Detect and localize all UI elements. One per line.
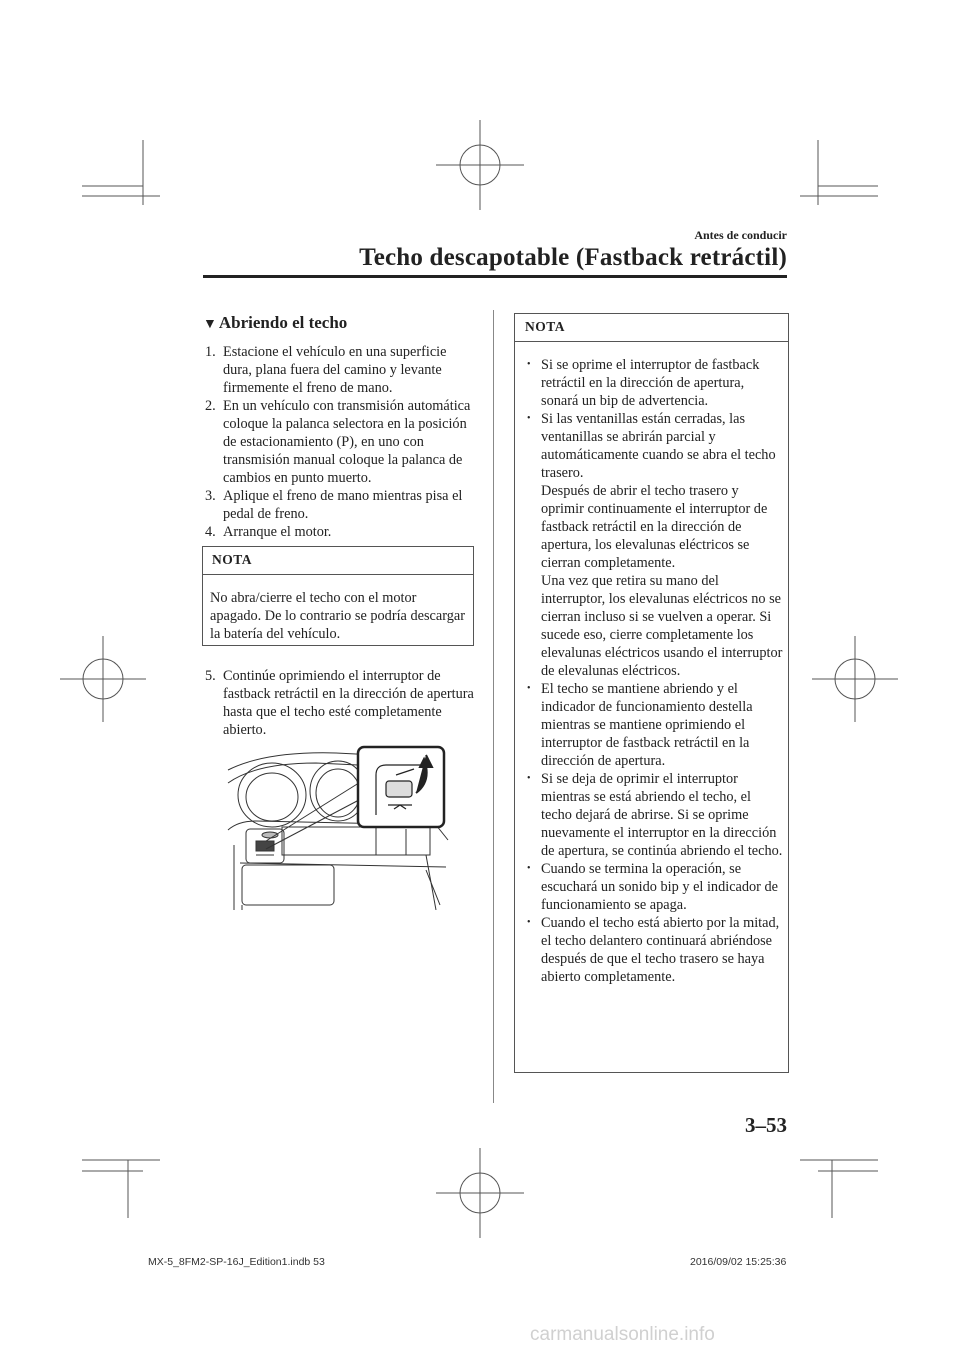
steps-list [205, 343, 477, 541]
column-divider [493, 310, 494, 1103]
bullet-dot: • [527, 773, 531, 784]
list-item: • El techo se mantiene abriendo y el indicador de funcionamiento destella mientras se mantiene oprimiendo el interruptor de fastback retráctil en la dirección de apertura. [527, 681, 753, 769]
list-item: • Cuando el techo está abierto por la mitad, el techo delantero continuará abriéndose después de que el techo trasero se haya abierto completamente. [527, 915, 780, 985]
header-section: Antes de conducir [694, 228, 787, 242]
note-bullets [515, 342, 788, 986]
note-box-right [514, 313, 789, 1073]
page-title: Techo descapotable (Fastback retráctil) [359, 244, 787, 271]
list-item: 1. Estacione el vehículo en una superficie dura, plana fuera del camino y levante firmemente el freno de mano. [205, 344, 447, 396]
footer-datetime: 2016/09/02 15:25:36 [690, 1256, 787, 1268]
footer-file: MX-5_8FM2-SP-16J_Edition1.indb 53 [148, 1256, 325, 1268]
note-heading: NOTA [203, 547, 473, 575]
list-item: 2. En un vehículo con transmisión automática coloque la palanca selectora en la posición de estacionamiento (P), en uno con transmisión manual coloque la palanca de cambios en punto muerto. [205, 398, 471, 486]
list-item: 4. Arranque el motor. [205, 524, 332, 540]
triangle-down-icon: ▼ [203, 317, 217, 332]
page-number: 3–53 [745, 1113, 787, 1137]
steps-list-continued [205, 667, 477, 739]
section-heading: ▼ Abriendo el techo [203, 313, 348, 332]
bullet-dot: • [527, 359, 531, 370]
list-item: • Si se deja de oprimir el interruptor mientras se está abriendo el techo, el techo dejará de abrirse. Si se oprime nuevamente el interruptor en la dirección de apertura, se continúa abriendo el techo. [527, 771, 783, 859]
note-heading: NOTA [515, 314, 788, 342]
list-item: • Si se oprime el interruptor de fastback retráctil en la dirección de apertura, sonará un bip de advertencia. [527, 357, 760, 409]
note-box [202, 546, 474, 646]
watermark: carmanualsonline.info [530, 1324, 715, 1345]
header-rule [203, 275, 787, 278]
note-text: No abra/cierre el techo con el motor apagado. De lo contrario se podría descargar la batería del vehículo. [210, 590, 465, 642]
bullet-dot: • [527, 917, 531, 928]
bullet-dot: • [527, 863, 531, 874]
bullet-dot: • [527, 413, 531, 424]
list-item: • Si las ventanillas están cerradas, las ventanillas se abrirán parcial y automáticamente cuando se abra el techo trasero. Después de abrir el techo trasero y oprimir continuamente el interruptor de fastback retráctil en la dirección de apertura, los elevalunas eléctricos se cierran completamente. Una vez que retira su mano del interruptor, los elevalunas eléctricos no se cierran incluso si se vuelven a operar. Si sucede eso, cierre completamente los elevalunas eléctricos usando el interruptor de elevalunas eléctricos. [527, 411, 783, 679]
list-item: • Cuando se termina la operación, se escuchará un sonido bip y el indicador de funcionamiento se apaga. [527, 861, 779, 913]
list-item: 5. Continúe oprimiendo el interruptor de fastback retráctil en la dirección de apertura hasta que el techo esté completamente abierto. [205, 668, 474, 738]
bullet-dot: • [527, 683, 531, 694]
dashboard-switch-illustration [226, 745, 456, 910]
list-item: 3. Aplique el freno de mano mientras pisa el pedal de freno. [205, 488, 463, 522]
